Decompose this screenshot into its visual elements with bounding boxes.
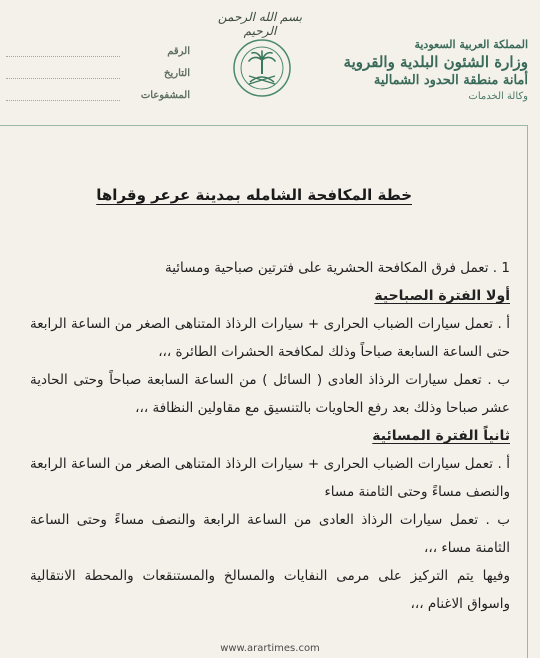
document-title: خطة المكافحة الشامله بمدينة عرعر وقراها xyxy=(96,186,412,204)
reference-number-line xyxy=(6,46,120,57)
paragraph-evening-b: ب . تعمل سيارات الرذاذ العادى من الساعة الرابعة والنصف مساءً وحتى الساعة الثامنة مساء ،،، xyxy=(30,512,510,556)
agency-name: وكالة الخدمات xyxy=(468,91,528,102)
paragraph-focus-areas: وفيها يتم التركيز على مرمى النفايات والمسالخ والمستنقعات والمحطة الانتقالية واسواق الاغنام ،،، xyxy=(30,568,510,612)
paragraph-morning-a: أ . تعمل سيارات الضباب الحرارى + سيارات الرذاذ المتناهى الصغر من الساعة الرابعة حتى الساعة السابعة صباحاً وذلك لمكافحة الحشرات الطائرة ،،، xyxy=(30,316,510,360)
date-line xyxy=(6,68,120,79)
attachments-line xyxy=(6,90,120,101)
paragraph-intro: 1 . تعمل فرق المكافحة الحشرية على فترتين صباحية ومسائية xyxy=(164,260,510,276)
section-heading-morning: أولا الفترة الصباحية xyxy=(374,288,510,304)
kingdom-name: المملكة العربية السعودية xyxy=(414,38,528,51)
letterhead-authority xyxy=(328,38,528,102)
municipality-name: أمانة منطقة الحدود الشمالية xyxy=(373,73,528,88)
letterhead-reference-fields xyxy=(0,40,190,106)
frame-right-line xyxy=(527,125,528,658)
watermark-url: www.arartimes.com xyxy=(220,643,320,654)
paragraph-morning-b: ب . تعمل سيارات الرذاذ العادى ( السائل ) من الساعة السابعة صباحاً وحتى الحادية عشر صباحا وذلك بعد رفع الحاويات بالتنسيق مع مقاولين النظافة ،،، xyxy=(30,372,510,416)
section-heading-evening: ثانياً الفترة المسائية xyxy=(372,428,510,444)
palm-swords-emblem-icon xyxy=(232,38,292,98)
basmala: بسم الله الرحمن الرحيم xyxy=(217,10,303,38)
attachments-field: المشفوعات xyxy=(0,84,190,106)
reference-number-field: الرقم xyxy=(0,40,190,62)
document-body xyxy=(30,254,510,618)
frame-top-line xyxy=(0,125,527,126)
date-field: التاريخ xyxy=(0,62,190,84)
paragraph-evening-a: أ . تعمل سيارات الضباب الحرارى + سيارات الرذاذ المتناهى الصغر من الساعة الرابعة والنصف مساءً وحتى الثامنة مساء xyxy=(30,456,510,500)
ministry-name: وزارة الشئون البلدية والقروية xyxy=(343,53,528,71)
